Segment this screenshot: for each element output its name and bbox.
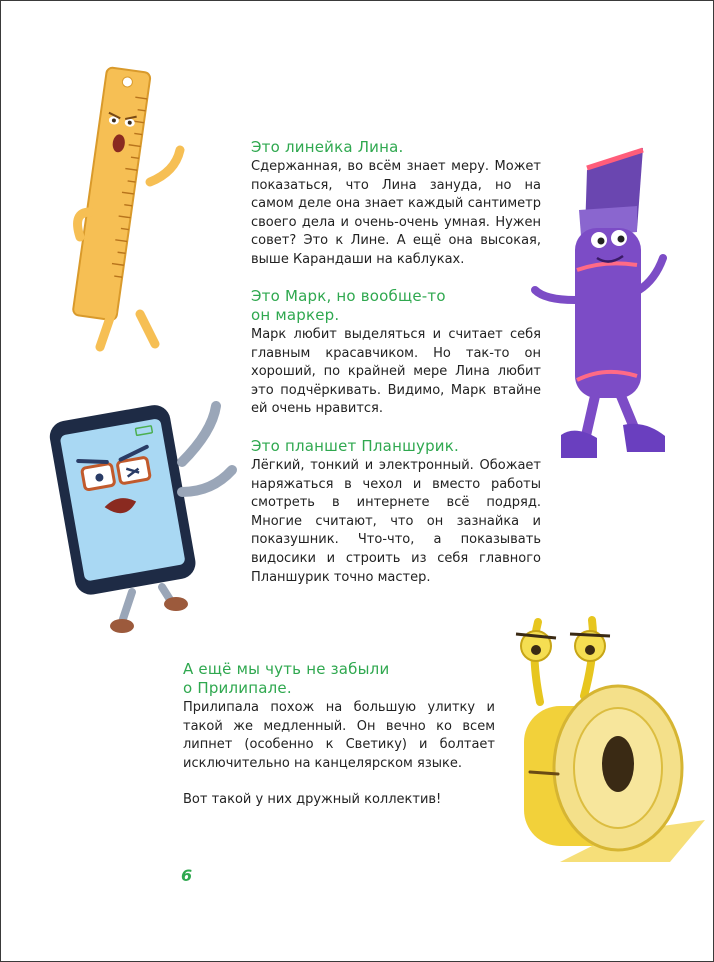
section-text: Марк любит выделяться и считает себя главным красавчиком. Но так-то он хороший, по крайней мере Лина любит это подчёркивать. Видимо, Марк втайне ей очень нравится. [251, 327, 541, 417]
section-heading: Это планшет Планшурик. [251, 437, 459, 455]
section-text: Прилипала похож на большую улитку и такой же медленный. Он вечно ко всем липнет (особенно к Светику) и болтает исключительно на канцелярском языке. [183, 700, 495, 771]
page-number: 6 [181, 866, 193, 885]
section-ruler [251, 138, 541, 270]
tape-snail-character [500, 612, 710, 867]
section-heading: Это линейка Лина. [251, 138, 404, 156]
marker-character [525, 140, 675, 475]
section-tape [183, 660, 495, 810]
closing-line: Вот такой у них дружный коллектив! [183, 792, 442, 808]
tablet-character [52, 392, 272, 640]
section-text: Сдержанная, во всём знает меру. Может показаться, что Лина зануда, но на самом деле она знает каждый сантиметр своего дела и очень-очень умная. Нужен совет? Это к Лине. А ещё она высокая, выше Карандаши на каблуках. [251, 159, 541, 267]
section-tablet [251, 437, 541, 587]
ruler-character [60, 62, 200, 352]
section-marker [251, 287, 541, 419]
section-heading: А ещё мы чуть не забыли о Прилипале. [183, 660, 390, 697]
section-heading: Это Марк, но вообще-то он маркер. [251, 287, 446, 324]
section-text: Лёгкий, тонкий и электронный. Обожает наряжаться в чехол и вместо работы смотреть в интернете всё подряд. Многие считают, что он зазнайка и показушник. Что-что, а показывать видосики и строить из себя главного Планшурик точно мастер. [251, 458, 541, 585]
